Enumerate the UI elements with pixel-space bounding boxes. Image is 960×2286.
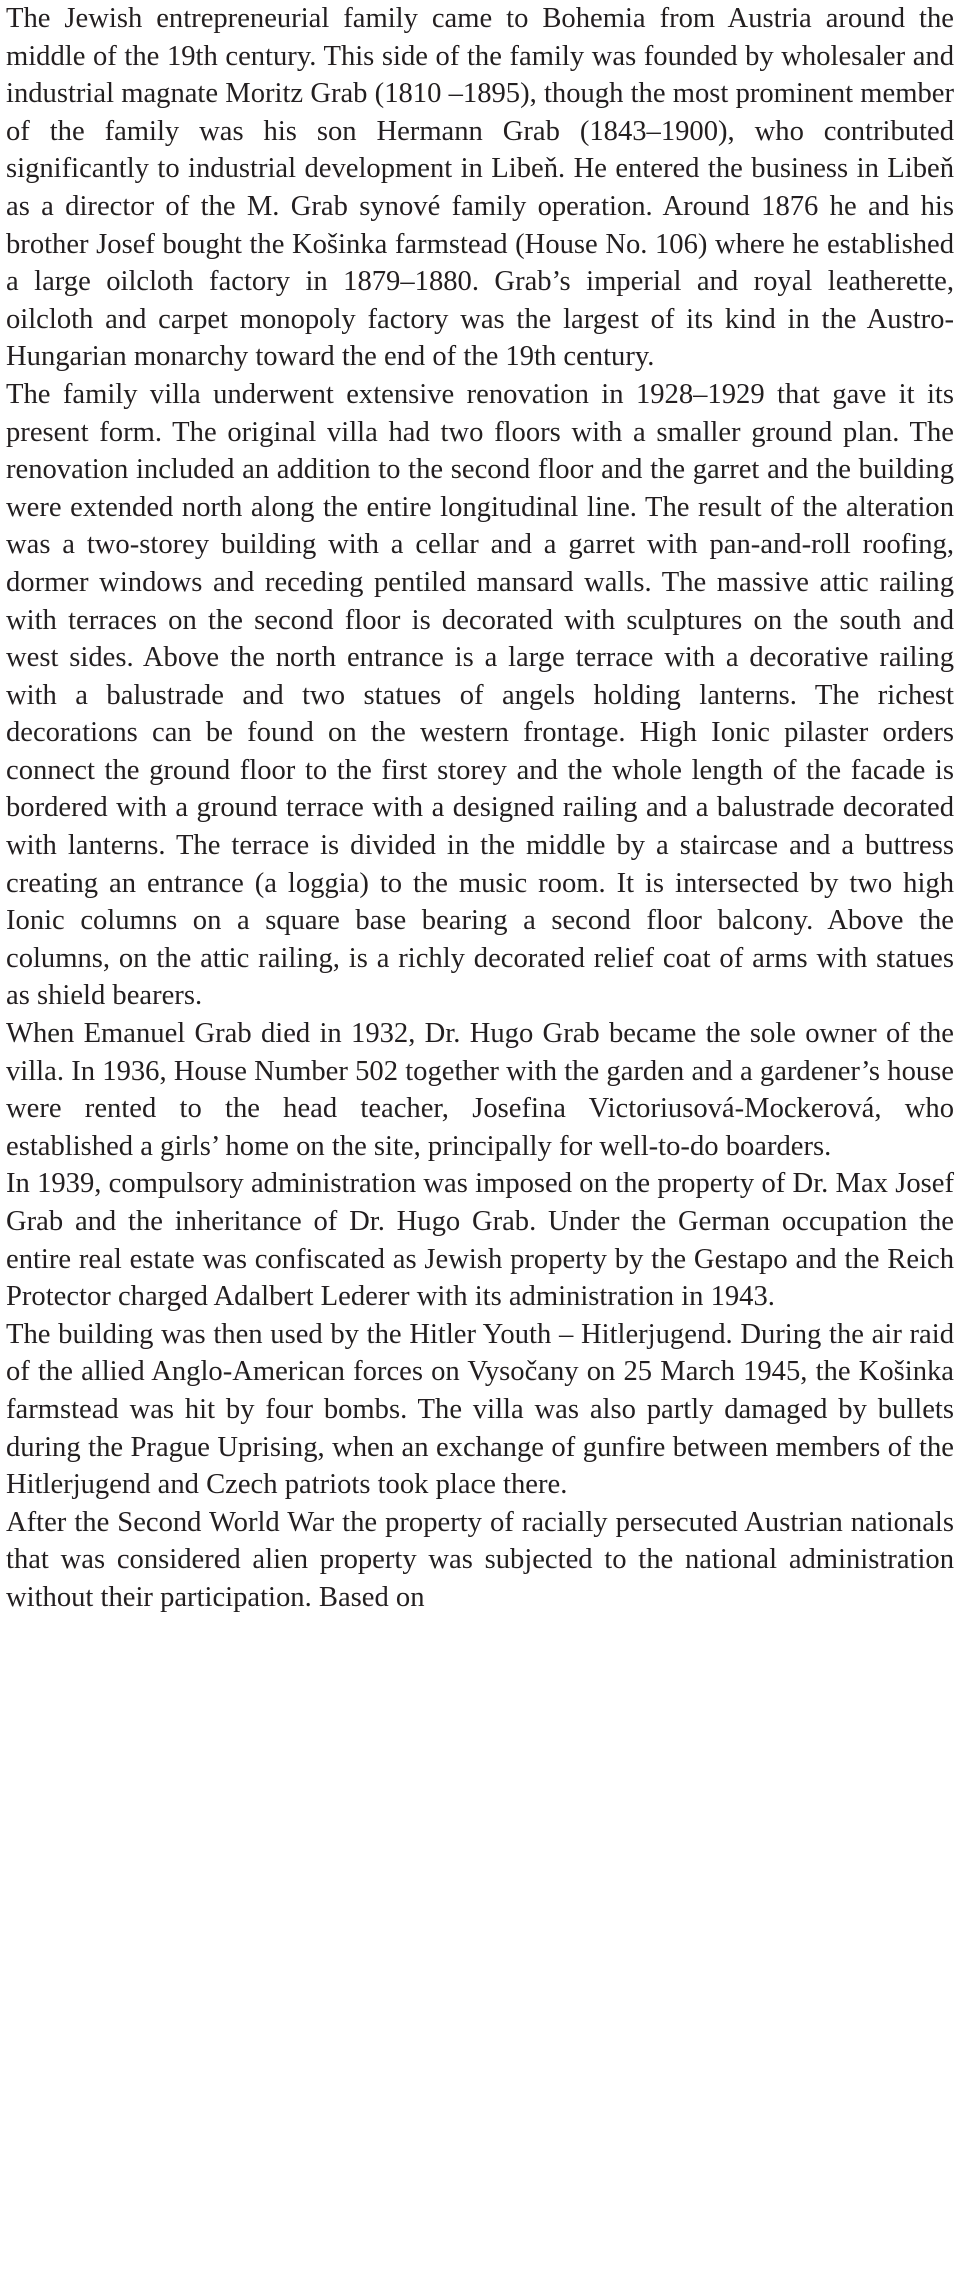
paragraph-hitler-youth: The building was then used by the Hitler Youth – Hitlerjugend. During the air raid of the allied Anglo-American forces on Vysočany on 25 March 1945, the Košinka farmstead was hit by four bombs. The villa was also partly damaged by bullets during the Prague Uprising, when an exchange of gunfire between members of the Hitlerjugend and Czech patriots took place there. [6, 1318, 954, 1501]
document-page [6, 0, 954, 1617]
paragraph-villa-renovation: The family villa underwent extensive renovation in 1928–1929 that gave it its present form. The original villa had two floors with a smaller ground plan. The renovation included an addition to the second floor and the garret and the building were extended north along the entire longitudinal line. The result of the alteration was a two-storey building with a cellar and a garret with pan-and-roll roofing, dormer windows and receding pentiled mansard walls. The massive attic railing with terraces on the second floor is decorated with sculptures on the south and west sides. Above the north entrance is a large terrace with a decorative railing with a balustrade and two statues of angels holding lanterns. The richest decorations can be found on the western frontage. High Ionic pilaster orders connect the ground floor to the first storey and the whole length of the facade is bordered with a ground terrace with a designed railing and a balustrade decorated with lanterns. The terrace is divided in the middle by a staircase and a buttress creating an entrance (a loggia) to the music room. It is intersected by two high Ionic columns on a square base bearing a second floor balcony. Above the columns, on the attic railing, is a richly decorated relief coat of arms with statues as shield bearers. [6, 378, 954, 1012]
paragraph-compulsory-administration: In 1939, compulsory administration was imposed on the property of Dr. Max Josef Grab and the inheritance of Dr. Hugo Grab. Under the German occupation the entire real estate was confiscated as Jewish property by the Gestapo and the Reich Protector charged Adalbert Lederer with its administration in 1943. [6, 1168, 954, 1313]
paragraph-grab-family-origins: The Jewish entrepreneurial family came to Bohemia from Austria around the middle of the 19th century. This side of the family was founded by wholesaler and industrial magnate Moritz Grab (1810 –1895), though the most prominent member of the family was his son Hermann Grab (1843–1900), who contributed significantly to industrial development in Libeň. He entered the business in Libeň as a director of the M. Grab synové family operation. Around 1876 he and his brother Josef bought the Košinka farmstead (House No. 106) where he established a large oilcloth factory in 1879–1880. Grab’s imperial and royal leatherette, oilcloth and carpet monopoly factory was the largest of its kind in the Austro-Hungarian monarchy toward the end of the 19th century. [6, 3, 954, 373]
paragraph-villa-ownership: When Emanuel Grab died in 1932, Dr. Hugo Grab became the sole owner of the villa. In 1936, House Number 502 together with the garden and a gardener’s house were rented to the head teacher, Josefina Victoriusová-Mockerová, who established a girls’ home on the site, principally for well-to-do boarders. [6, 1018, 954, 1162]
paragraph-post-war: After the Second World War the property of racially persecuted Austrian nationals that was considered alien property was subjected to the national administration without their participation. Based on [6, 1506, 954, 1613]
